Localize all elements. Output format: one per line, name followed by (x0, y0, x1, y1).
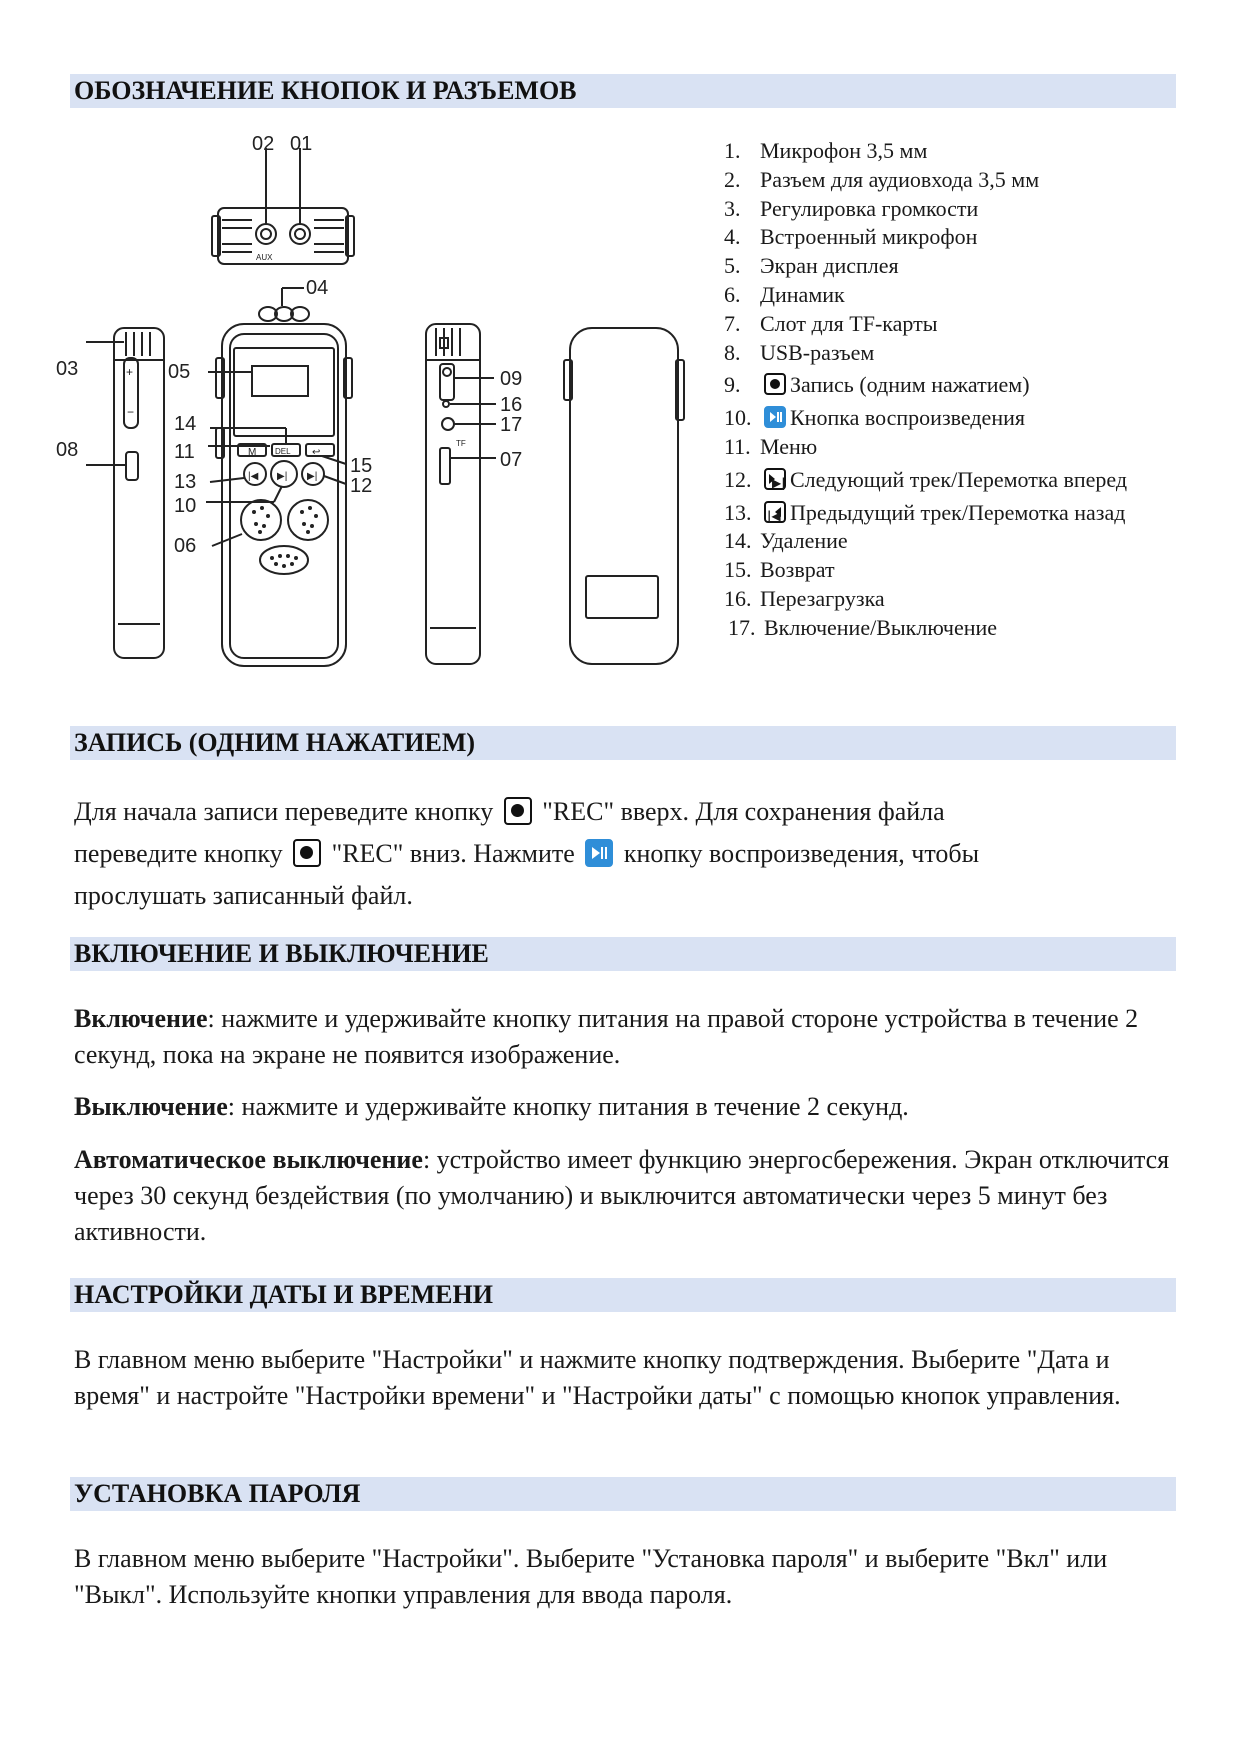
next-track-icon (764, 468, 786, 490)
tf-label: TF (456, 439, 466, 448)
legend-item: 1. Микрофон 3,5 мм (724, 138, 928, 163)
callout-12: 12 (350, 475, 373, 497)
record-icon (504, 797, 532, 825)
legend-item: 13.|◀ Предыдущий трек/Перемотка назад (724, 499, 1164, 528)
callout-03: 03 (56, 358, 79, 380)
menu-key-label: M (248, 447, 257, 458)
auto-off-paragraph: Автоматическое выключение: устройство имеет функцию энергосбережения. Экран отключится через 30 секунд бездействия (по умолчанию) и выключится автоматически через 5 минут без активности. (74, 1145, 1170, 1246)
svg-text:▶|: ▶| (307, 471, 318, 482)
svg-text:↩: ↩ (312, 447, 321, 458)
callout-13: 13 (174, 471, 197, 493)
legend-item: 15. Возврат (724, 557, 835, 583)
section-heading-record: ЗАПИСЬ (ОДНИМ НАЖАТИЕМ) (70, 726, 1176, 760)
password-paragraph: В главном меню выберите "Настройки". Выберите "Установка пароля" и выберите "Вкл" или "Выкл". Используйте кнопки управления для ввода пароля. (74, 1544, 1108, 1609)
callout-09: 09 (500, 368, 523, 390)
legend-item: 5. Экран дисплея (724, 253, 899, 279)
callout-08: 08 (56, 439, 79, 461)
power-on-paragraph: Включение: нажмите и удерживайте кнопку питания на правой стороне устройства в течение 2 секунд, пока на экране не появится изображение. (74, 1004, 1139, 1069)
callout-17: 17 (500, 414, 523, 436)
record-icon (764, 373, 786, 395)
legend-item: 10. Кнопка воспроизведения (724, 405, 1025, 431)
section-heading-buttons: ОБОЗНАЧЕНИЕ КНОПОК И РАЗЪЕМОВ (70, 74, 1176, 108)
device-top-view (212, 148, 354, 264)
legend-item: 4. Встроенный микрофон (724, 224, 978, 250)
previous-track-icon (764, 501, 786, 523)
legend-item: 3. Регулировка громкости (724, 195, 979, 221)
svg-text:+: + (126, 365, 134, 379)
legend-item: 17. Включение/Выключение (728, 614, 998, 640)
device-left-side-view (86, 328, 164, 658)
record-instructions: Для начала записи переведите кнопку "REC" вверх. Для сохранения файла переведите кнопку "REC" вниз. Нажмите кнопку воспроизведения, чтобы прослушать записанный файл. (74, 797, 980, 910)
legend-item: 2. Разъем для аудиовхода 3,5 мм (724, 166, 1040, 192)
callout-10: 10 (174, 495, 197, 517)
svg-text:▶|: ▶| (277, 471, 288, 482)
delete-key-label: DEL (275, 447, 291, 456)
callout-16: 16 (500, 394, 523, 416)
callout-05: 05 (168, 361, 191, 383)
legend-item: 16. Перезагрузка (724, 585, 885, 611)
device-front-view (206, 288, 352, 666)
device-back-view (564, 328, 684, 664)
aux-label: AUX (256, 253, 273, 262)
section-heading-password: УСТАНОВКА ПАРОЛЯ (70, 1477, 1176, 1511)
legend-item: 11. Меню (724, 433, 818, 459)
legend-item: 7. Слот для TF-карты (724, 310, 938, 336)
button-legend (724, 137, 1164, 643)
callout-14: 14 (174, 413, 197, 435)
device-right-side-view (426, 324, 496, 664)
svg-text:−: − (127, 405, 135, 419)
record-icon (293, 839, 321, 867)
legend-item: 12.▶| Следующий трек/Перемотка вперед (724, 466, 1164, 495)
callout-04: 04 (306, 277, 329, 299)
svg-text:|◀: |◀ (248, 471, 259, 482)
callout-15: 15 (350, 455, 373, 477)
legend-item: 6. Динамик (724, 281, 845, 307)
callout-06: 06 (174, 535, 197, 557)
power-off-paragraph: Выключение: нажмите и удерживайте кнопку питания в течение 2 секунд. (74, 1092, 909, 1121)
legend-item: 9. Запись (одним нажатием) (724, 372, 1030, 398)
play-pause-icon (764, 406, 786, 428)
play-pause-icon (585, 839, 613, 867)
device-diagram (56, 128, 716, 688)
legend-item: 8. USB-разъем (724, 339, 875, 365)
callout-01: 01 (290, 133, 313, 155)
callout-11: 11 (174, 441, 195, 463)
callout-07: 07 (500, 449, 523, 471)
section-heading-datetime: НАСТРОЙКИ ДАТЫ И ВРЕМЕНИ (70, 1278, 1176, 1312)
callout-02: 02 (252, 133, 275, 155)
legend-item: 14. Удаление (724, 528, 848, 554)
datetime-paragraph: В главном меню выберите "Настройки" и нажмите кнопку подтверждения. Выберите "Дата и время" и настройте "Настройки времени" и "Настройки даты" с помощью кнопок управления. (74, 1345, 1121, 1410)
section-heading-power: ВКЛЮЧЕНИЕ И ВЫКЛЮЧЕНИЕ (70, 937, 1176, 971)
